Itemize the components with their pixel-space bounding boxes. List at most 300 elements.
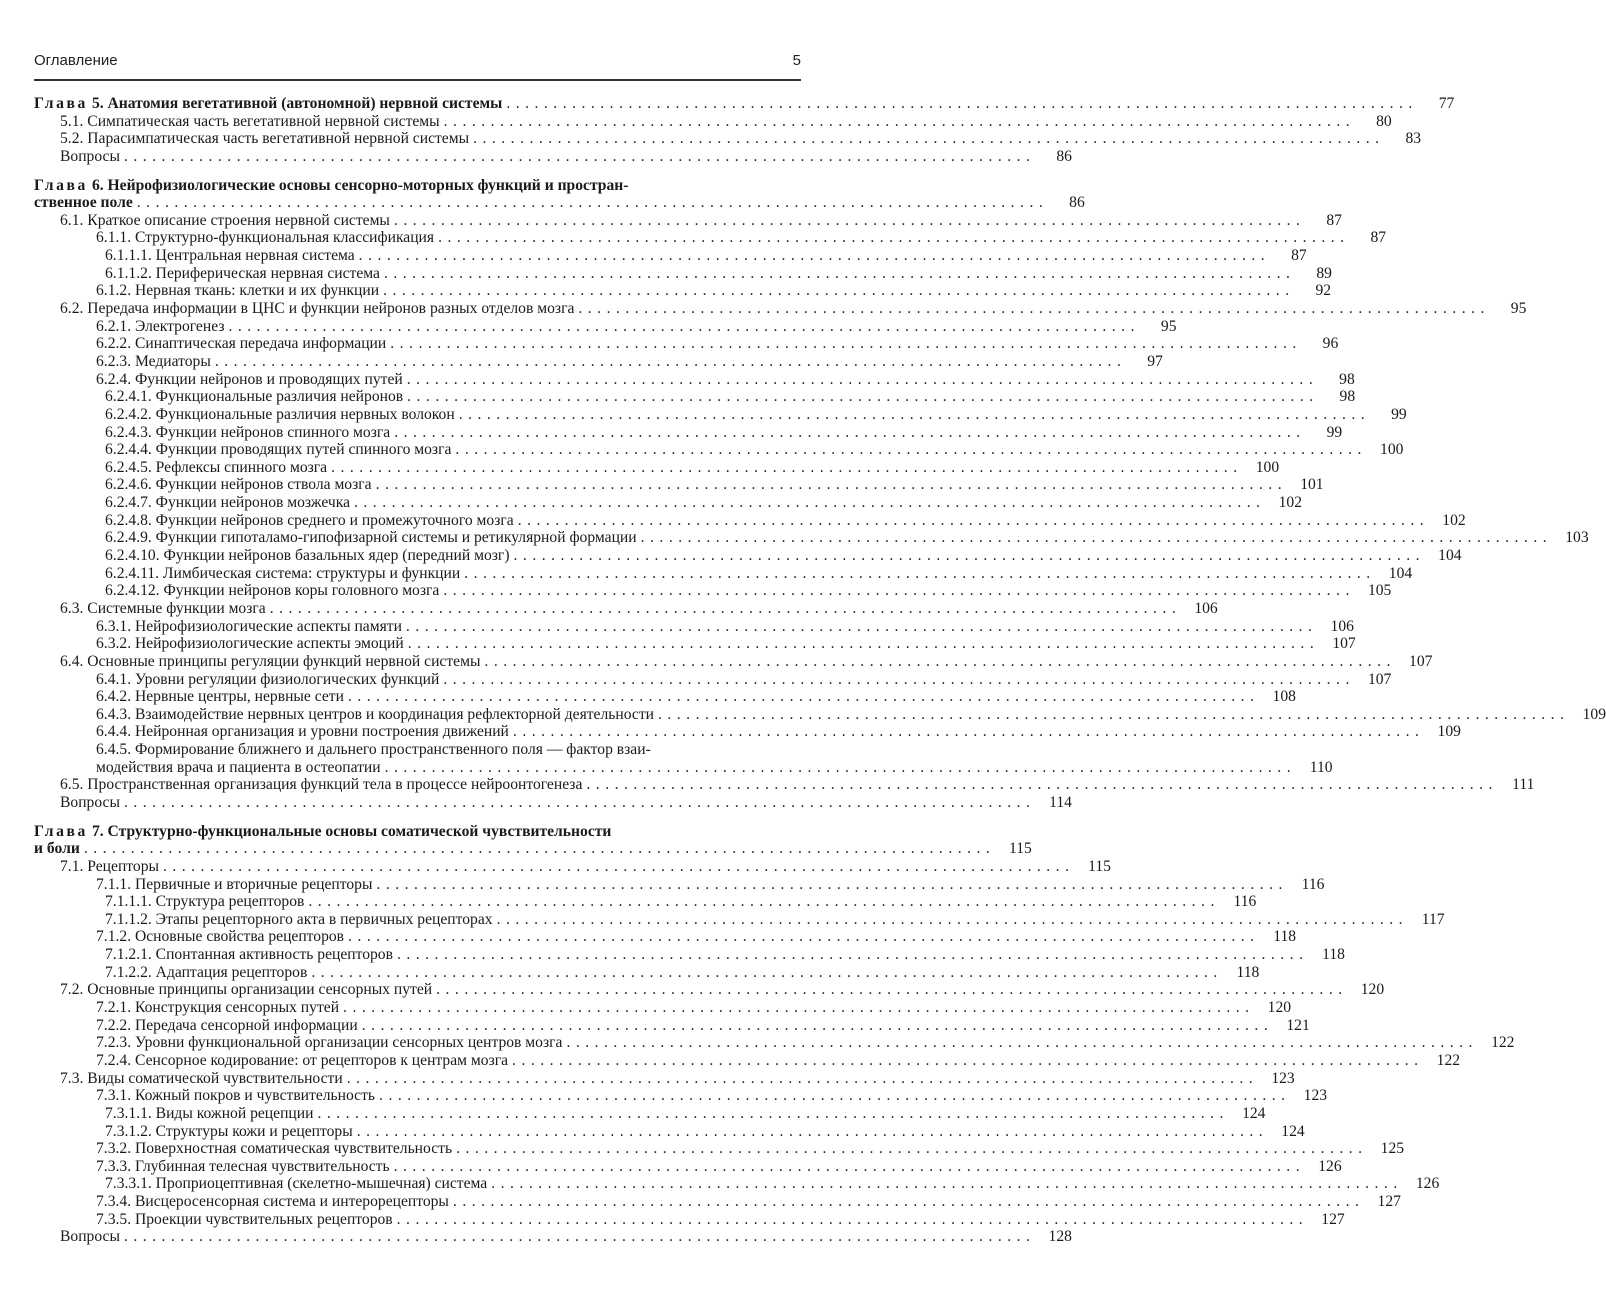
toc-entry[interactable] xyxy=(34,981,1385,999)
dot-leader xyxy=(124,1228,1030,1246)
toc-entry-text: 7.3.4. Висцеросенсорная система и интерорецепторы xyxy=(96,1193,449,1211)
toc-page-number: 99 xyxy=(1326,423,1343,441)
toc-page-number: 114 xyxy=(1049,793,1072,811)
toc-page-number: 102 xyxy=(1278,494,1303,512)
dot-leader xyxy=(394,1158,1300,1176)
toc-entry-text: Вопросы xyxy=(60,147,120,165)
toc-entry-text: 6.2.4.3. Функции нейронов спинного мозга xyxy=(105,423,391,441)
toc-page-number: 105 xyxy=(1367,582,1392,600)
toc-entry-text: Вопросы xyxy=(60,793,120,811)
toc-entry-continuation xyxy=(34,194,1085,212)
toc-entry-title xyxy=(96,1052,512,1070)
toc-entry-text: 7.3.3. Глубинная телесная чувствительность xyxy=(96,1157,390,1175)
toc-entry[interactable] xyxy=(34,705,1606,724)
toc-page-number: 86 xyxy=(1069,194,1085,212)
toc-entry-title xyxy=(96,229,438,247)
toc-page-number: 101 xyxy=(1300,476,1324,494)
toc-entry-text: 6.2.4.9. Функции гипоталамо-гипофизарной системы и ретикулярной формации xyxy=(105,529,637,547)
toc-entry-title xyxy=(96,999,343,1017)
toc-entry-text: 7.3.1. Кожный покров и чувствительность xyxy=(96,1087,376,1105)
toc-entry[interactable] xyxy=(34,688,1296,706)
toc-entry-title xyxy=(96,282,383,300)
toc-entry[interactable] xyxy=(34,423,1343,442)
toc-entry[interactable] xyxy=(34,776,1535,794)
toc-entry[interactable] xyxy=(34,370,1355,389)
toc-entry-text-continued: ственное поле xyxy=(34,194,133,212)
toc-entry-text: Структурно-функциональные основы соматической чувствительности xyxy=(107,822,612,840)
toc-entry[interactable] xyxy=(34,723,1461,741)
toc-page-number: 99 xyxy=(1391,405,1407,423)
toc-page-number: 117 xyxy=(1421,910,1445,928)
toc-entry-text: 7.3.1.1. Виды кожной рецепции xyxy=(105,1104,314,1122)
toc-entry[interactable] xyxy=(34,494,1303,512)
toc-entry-title xyxy=(96,688,348,706)
chapter-label: Глава xyxy=(34,95,88,112)
toc-entry-title xyxy=(105,424,394,442)
toc-entry[interactable] xyxy=(34,264,1332,283)
toc-entry[interactable] xyxy=(34,458,1280,477)
toc-entry-text: 6.2.4.1. Функциональные различия нейронов xyxy=(105,388,404,406)
toc-entry-text: 6.1.1.1. Центральная нервная система xyxy=(105,247,355,265)
dot-leader xyxy=(453,1193,1359,1211)
toc-entry-text: 6.4.1. Уровни регуляции физиологических функций xyxy=(96,670,440,688)
toc-entry-title xyxy=(60,981,436,999)
toc-entry-text: 6.2.4.4. Функции проводящих путей спинного мозга xyxy=(105,441,452,459)
toc-page-number: 98 xyxy=(1339,388,1356,406)
toc-entry-title xyxy=(105,494,354,512)
toc-entry-title xyxy=(60,148,124,166)
toc-entry-text: 6.5. Пространственная организация функций тела в процессе нейроонтогенеза xyxy=(60,776,583,794)
toc-page-number: 111 xyxy=(1512,776,1535,794)
toc-entry[interactable] xyxy=(34,617,1354,636)
toc-entry-text: Нейрофизиологические основы сенсорно-моторных функций и простран- xyxy=(107,176,629,194)
toc-entry[interactable] xyxy=(34,1228,1072,1246)
toc-entry-text: 6.2.4. Функции нейронов и проводящих путей xyxy=(96,370,403,388)
toc-entry[interactable] xyxy=(34,130,1422,148)
toc-page-number: 109 xyxy=(1582,705,1606,723)
toc-page-number: 100 xyxy=(1255,458,1280,476)
running-header-title: Оглавление xyxy=(34,52,118,69)
toc-entry-text: 7.1.1.1. Структура рецепторов xyxy=(105,893,305,911)
dot-leader xyxy=(512,1052,1418,1070)
dot-leader xyxy=(444,113,1350,131)
dot-leader xyxy=(459,406,1365,424)
dot-leader xyxy=(518,512,1424,530)
dot-leader xyxy=(84,840,990,858)
toc-entry-text: 6.4.2. Нервные центры, нервные сети xyxy=(96,688,344,706)
toc-entry-title xyxy=(96,876,376,894)
dot-leader xyxy=(384,265,1290,283)
toc-entry[interactable] xyxy=(34,335,1339,353)
toc-entry-continuation xyxy=(34,758,1333,777)
toc-entry[interactable] xyxy=(34,317,1177,336)
dot-leader xyxy=(394,212,1300,230)
toc-entry-title xyxy=(105,265,384,283)
toc-page-number: 86 xyxy=(1056,147,1072,165)
toc-entry-title xyxy=(96,335,390,353)
dot-leader xyxy=(163,858,1069,876)
toc-page-number: 80 xyxy=(1376,112,1392,130)
toc-entry-title xyxy=(105,1105,317,1123)
toc-entry-title xyxy=(96,1034,566,1052)
toc-entry-title xyxy=(60,113,444,131)
toc-page-number: 96 xyxy=(1322,335,1339,353)
dot-leader xyxy=(308,893,1214,911)
toc-page-number: 118 xyxy=(1236,963,1260,981)
toc-entry-text: 7.1.2. Основные свойства рецепторов xyxy=(96,928,345,946)
toc-entry[interactable] xyxy=(34,405,1407,424)
dot-leader xyxy=(343,999,1249,1017)
dot-leader xyxy=(456,1140,1362,1158)
dot-leader xyxy=(397,946,1303,964)
toc-entry-title xyxy=(105,582,443,600)
toc-page-number: 106 xyxy=(1194,599,1218,617)
toc-entry-title xyxy=(96,318,228,336)
toc-entry[interactable] xyxy=(34,1193,1401,1211)
toc-entry[interactable] xyxy=(34,793,1072,812)
toc-entry-title xyxy=(96,928,348,946)
toc-entry[interactable] xyxy=(34,741,801,759)
toc-page-number: 122 xyxy=(1436,1051,1461,1069)
toc-page-number: 118 xyxy=(1322,946,1345,964)
dot-leader xyxy=(359,247,1265,265)
toc-entry-continuation xyxy=(34,840,1032,858)
toc-entry-text: 7.3.2. Поверхностная соматическая чувствительность xyxy=(96,1140,453,1158)
dot-leader xyxy=(362,1017,1268,1035)
dot-leader xyxy=(586,776,1492,794)
dot-leader xyxy=(394,424,1300,442)
header-rule xyxy=(34,79,801,81)
toc-entry-title xyxy=(105,476,376,494)
toc-entry-text: Анатомия вегетативной (автономной) нервной системы xyxy=(107,95,503,112)
toc-entry[interactable] xyxy=(34,211,1342,230)
toc-entry[interactable] xyxy=(34,388,1356,406)
dot-leader xyxy=(407,371,1313,389)
toc-entry-text: 6.1.1. Структурно-функциональная классификация xyxy=(96,229,435,247)
toc-entry-text: 6.2.3. Медиаторы xyxy=(96,352,211,370)
toc-entry-text: 6.2.4.12. Функции нейронов коры головного мозга xyxy=(105,582,440,600)
toc-entry-text: 7.1.1.2. Этапы рецепторного акта в первичных рецепторах xyxy=(105,910,493,928)
toc-entry-title xyxy=(34,95,506,113)
dot-leader xyxy=(484,653,1390,671)
page-number: 5 xyxy=(792,52,801,69)
toc-entry-title xyxy=(105,388,407,406)
toc-page-number: 107 xyxy=(1409,652,1433,670)
toc-entry-text: Вопросы xyxy=(60,1228,120,1246)
toc-chapter[interactable] xyxy=(34,95,1455,113)
dot-leader xyxy=(464,565,1370,583)
dot-leader xyxy=(473,130,1379,148)
toc-page-number: 123 xyxy=(1271,1069,1295,1087)
toc-page-number: 120 xyxy=(1267,999,1292,1017)
toc-entry[interactable] xyxy=(34,963,1260,982)
toc-entry[interactable] xyxy=(34,1157,1342,1176)
toc-entry[interactable] xyxy=(34,928,1297,946)
toc-page-number: 95 xyxy=(1510,300,1527,318)
dot-leader xyxy=(124,148,1030,166)
toc-entry-text: 7.2.4. Сенсорное кодирование: от рецепторов к центрам мозга xyxy=(96,1051,509,1069)
toc-entry-text: 6.1.2. Нервная ткань: клетки и их функции xyxy=(96,282,380,300)
toc-page-number: 127 xyxy=(1377,1193,1401,1211)
toc-page-number: 100 xyxy=(1380,441,1404,459)
toc-entry[interactable] xyxy=(34,529,1589,547)
dot-leader xyxy=(215,353,1121,371)
toc-entry-title xyxy=(34,177,632,195)
chapter-number: 5. xyxy=(91,95,104,112)
toc-entry-text: 6.3.1. Нейрофизиологические аспекты памяти xyxy=(96,617,402,635)
toc-page-number: 98 xyxy=(1339,370,1355,388)
toc-entry-title xyxy=(96,1017,362,1035)
toc-page-number: 109 xyxy=(1437,723,1461,741)
toc-entry-title xyxy=(105,406,459,424)
toc-entry-text: 7.3.5. Проекции чувствительных рецепторов xyxy=(96,1210,393,1228)
toc-entry-title xyxy=(60,300,578,318)
toc-entry[interactable] xyxy=(34,1140,1405,1158)
dot-leader xyxy=(270,600,1176,618)
dot-leader xyxy=(578,300,1484,318)
toc-page-number: 123 xyxy=(1303,1087,1328,1105)
toc-page-number: 124 xyxy=(1242,1104,1266,1122)
toc-entry[interactable] xyxy=(34,582,1392,600)
toc-entry-title xyxy=(60,776,586,794)
toc-entry-title xyxy=(60,794,124,812)
toc-entry-text: 6.4.5. Формирование ближнего и дальнего пространственного поля — фактор взаи- xyxy=(96,741,651,759)
dot-leader xyxy=(491,1175,1397,1193)
dot-leader xyxy=(354,494,1260,512)
toc-entry-title xyxy=(96,723,513,741)
toc-page-number: 126 xyxy=(1318,1157,1342,1175)
dot-leader xyxy=(124,794,1030,812)
dot-leader xyxy=(376,876,1282,894)
toc-page-number: 83 xyxy=(1405,130,1422,148)
toc-entry-text: 7.3.1.2. Структуры кожи и рецепторы xyxy=(105,1122,353,1140)
toc-entry-text: 6.4.4. Нейронная организация и уровни построения движений xyxy=(96,723,509,741)
toc-entry-text-continued: модействия врача и пациента в остеопатии xyxy=(96,758,381,776)
toc-entry-text: 6.3. Системные функции мозга xyxy=(60,599,266,617)
toc-entry-text: 7.3. Виды соматической чувствительности xyxy=(60,1069,343,1087)
toc-entry-title xyxy=(105,893,308,911)
toc-page-number: 127 xyxy=(1321,1210,1345,1228)
toc-entry-title xyxy=(34,823,615,841)
toc-entry-title xyxy=(105,441,455,459)
toc-page-number: 116 xyxy=(1233,893,1257,911)
toc-entry-title xyxy=(96,1087,379,1105)
toc-entry-text-continued: и боли xyxy=(34,840,80,858)
toc-entry-title xyxy=(105,247,359,265)
toc-page-number: 116 xyxy=(1301,875,1325,893)
toc-page-number: 89 xyxy=(1316,264,1332,282)
dot-leader xyxy=(443,671,1349,689)
toc-entry-title xyxy=(105,547,514,565)
toc-entry-text: 6.4.3. Взаимодействие нервных центров и координация рефлекторной деятельности xyxy=(96,705,654,723)
toc-entry-text: 6.1. Краткое описание строения нервной системы xyxy=(60,211,390,229)
toc-page-number: 103 xyxy=(1565,529,1589,547)
toc-entry-text: 6.2.4.6. Функции нейронов ствола мозга xyxy=(105,476,372,494)
toc-entry[interactable] xyxy=(34,112,1392,131)
dot-leader xyxy=(566,1034,1472,1052)
toc-entry[interactable] xyxy=(34,300,1527,318)
toc-page-number: 122 xyxy=(1491,1034,1515,1052)
dot-leader xyxy=(348,928,1254,946)
toc-page-number: 107 xyxy=(1367,670,1392,688)
dot-leader xyxy=(317,1105,1223,1123)
toc-page-number: 104 xyxy=(1388,564,1413,582)
toc-entry[interactable] xyxy=(34,599,1218,618)
toc-entry-text: 7.2.3. Уровни функциональной организации сенсорных центров мозга xyxy=(96,1034,563,1052)
toc-entry-title xyxy=(96,1211,397,1229)
toc-entry-text: 6.2.1. Электрогенез xyxy=(96,317,225,335)
dot-leader xyxy=(443,582,1349,600)
toc-entry-text: 5.1. Симпатическая часть вегетативной нервной системы xyxy=(60,112,440,130)
toc-entry[interactable] xyxy=(34,1016,1310,1035)
toc-entry[interactable] xyxy=(34,1210,1345,1229)
toc-page-number: 128 xyxy=(1048,1228,1072,1246)
toc-page-number: 104 xyxy=(1438,547,1462,565)
toc-entry-text: 6.2. Передача информации в ЦНС и функции нейронов разных отделов мозга xyxy=(60,300,575,318)
toc-page-number: 121 xyxy=(1286,1016,1310,1034)
toc-entry[interactable] xyxy=(34,147,1072,166)
dot-leader xyxy=(455,441,1361,459)
toc-page-number: 107 xyxy=(1332,635,1356,653)
toc-page-number: 115 xyxy=(1088,857,1111,875)
toc-page-number: 87 xyxy=(1291,247,1307,265)
toc-entry-title xyxy=(96,706,658,724)
toc-entry[interactable] xyxy=(34,547,1462,565)
toc-entry-text: 6.2.2. Синаптическая передача информации xyxy=(96,335,387,353)
toc-entry-title xyxy=(60,212,394,230)
toc-page-number: 77 xyxy=(1438,95,1455,112)
table-of-contents xyxy=(34,95,1606,1246)
chapter-number: 6. xyxy=(91,176,104,194)
toc-page-number: 97 xyxy=(1147,352,1163,370)
toc-entry-title xyxy=(105,911,497,929)
toc-entry-text: 7.3.3.1. Проприоцептивная (скелетно-мышечная) система xyxy=(105,1175,488,1193)
dot-leader xyxy=(137,194,1043,212)
dot-leader xyxy=(506,95,1412,113)
toc-entry-text: 5.2. Парасимпатическая часть вегетативной нервной системы xyxy=(60,130,470,148)
toc-entry[interactable] xyxy=(34,652,1433,671)
toc-entry[interactable] xyxy=(34,893,1257,911)
toc-entry-title xyxy=(96,1140,456,1158)
dot-leader xyxy=(407,388,1313,406)
toc-entry[interactable] xyxy=(34,511,1466,530)
toc-page-number: 92 xyxy=(1315,282,1332,300)
dot-leader xyxy=(228,318,1134,336)
dot-leader xyxy=(436,981,1342,999)
toc-entry-title xyxy=(60,858,163,876)
dot-leader xyxy=(408,635,1314,653)
toc-entry[interactable] xyxy=(34,875,1325,894)
toc-entry[interactable] xyxy=(34,247,1307,265)
chapter-number: 7. xyxy=(91,822,104,840)
toc-entry[interactable] xyxy=(34,635,1356,653)
toc-entry-title xyxy=(96,618,406,636)
toc-entry-text: 7.2. Основные принципы организации сенсорных путей xyxy=(60,981,433,999)
toc-entry[interactable] xyxy=(34,946,1345,964)
toc-entry-title xyxy=(105,964,311,982)
toc-entry-title xyxy=(60,130,473,148)
toc-page-number: 125 xyxy=(1380,1140,1405,1158)
dot-leader xyxy=(383,282,1289,300)
toc-entry[interactable] xyxy=(34,1051,1461,1070)
toc-entry[interactable] xyxy=(34,1175,1440,1193)
toc-page-number: 115 xyxy=(1009,840,1032,858)
dot-leader xyxy=(497,911,1403,929)
toc-entry[interactable] xyxy=(34,282,1332,300)
toc-page-number: 124 xyxy=(1281,1122,1305,1140)
toc-entry[interactable] xyxy=(34,229,1387,247)
toc-entry[interactable] xyxy=(34,1122,1305,1141)
toc-chapter[interactable] xyxy=(34,823,801,841)
toc-entry[interactable] xyxy=(34,1034,1515,1052)
dot-leader xyxy=(331,459,1237,477)
toc-entry-title xyxy=(105,512,518,530)
toc-chapter[interactable] xyxy=(34,177,801,195)
toc-entry[interactable] xyxy=(34,910,1445,929)
toc-entry[interactable] xyxy=(34,999,1292,1017)
dot-leader xyxy=(397,1211,1303,1229)
toc-entry-text: 6.2.4.10. Функции нейронов базальных ядер (передний мозг) xyxy=(105,547,510,565)
toc-entry[interactable] xyxy=(34,1087,1328,1105)
toc-entry-text: 7.2.1. Конструкция сенсорных путей xyxy=(96,999,340,1017)
toc-entry-title xyxy=(96,671,443,689)
toc-entry[interactable] xyxy=(34,670,1392,689)
toc-entry-title xyxy=(105,1123,357,1141)
toc-page-number: 106 xyxy=(1330,617,1354,635)
toc-page-number: 102 xyxy=(1442,511,1466,529)
toc-entry[interactable] xyxy=(34,564,1413,583)
toc-entry[interactable] xyxy=(34,857,1111,876)
chapter-label: Глава xyxy=(34,822,88,840)
dot-leader xyxy=(357,1123,1263,1141)
toc-entry-title xyxy=(96,1193,453,1211)
toc-entry-title xyxy=(105,946,397,964)
toc-entry[interactable] xyxy=(34,1069,1295,1088)
dot-leader xyxy=(513,723,1419,741)
toc-entry[interactable] xyxy=(34,476,1324,494)
toc-entry-title xyxy=(60,1070,347,1088)
toc-page-number: 87 xyxy=(1370,229,1387,247)
toc-page-number: 126 xyxy=(1415,1175,1440,1193)
toc-page-number: 95 xyxy=(1160,317,1177,335)
toc-page-number: 110 xyxy=(1309,758,1333,776)
toc-page-number: 108 xyxy=(1272,688,1296,706)
dot-leader xyxy=(379,1087,1285,1105)
toc-entry-title xyxy=(60,600,270,618)
dot-leader xyxy=(311,964,1217,982)
toc-entry-text: 6.1.1.2. Периферическая нервная система xyxy=(105,264,380,282)
toc-entry-text: 6.3.2. Нейрофизиологические аспекты эмоций xyxy=(96,635,404,653)
toc-entry[interactable] xyxy=(34,441,1404,459)
toc-entry-title xyxy=(96,371,407,389)
chapter-label: Глава xyxy=(34,176,88,194)
toc-entry-title xyxy=(105,565,464,583)
toc-entry-title xyxy=(96,1158,394,1176)
dot-leader xyxy=(406,618,1312,636)
running-header xyxy=(34,52,801,78)
toc-entry-text: 7.1.1. Первичные и вторичные рецепторы xyxy=(96,875,373,893)
toc-entry-text: 7.1. Рецепторы xyxy=(60,857,159,875)
toc-page-number: 120 xyxy=(1360,981,1385,999)
dot-leader xyxy=(641,529,1547,547)
toc-entry-text: 6.2.4.2. Функциональные различия нервных волокон xyxy=(105,405,455,423)
toc-entry-title xyxy=(105,529,641,547)
toc-entry-text: 7.1.2.2. Адаптация рецепторов xyxy=(105,963,308,981)
toc-entry-title xyxy=(60,653,484,671)
toc-entry[interactable] xyxy=(34,352,1163,371)
toc-entry[interactable] xyxy=(34,1104,1266,1123)
toc-entry-text: 6.2.4.7. Функции нейронов мозжечка xyxy=(105,494,351,512)
